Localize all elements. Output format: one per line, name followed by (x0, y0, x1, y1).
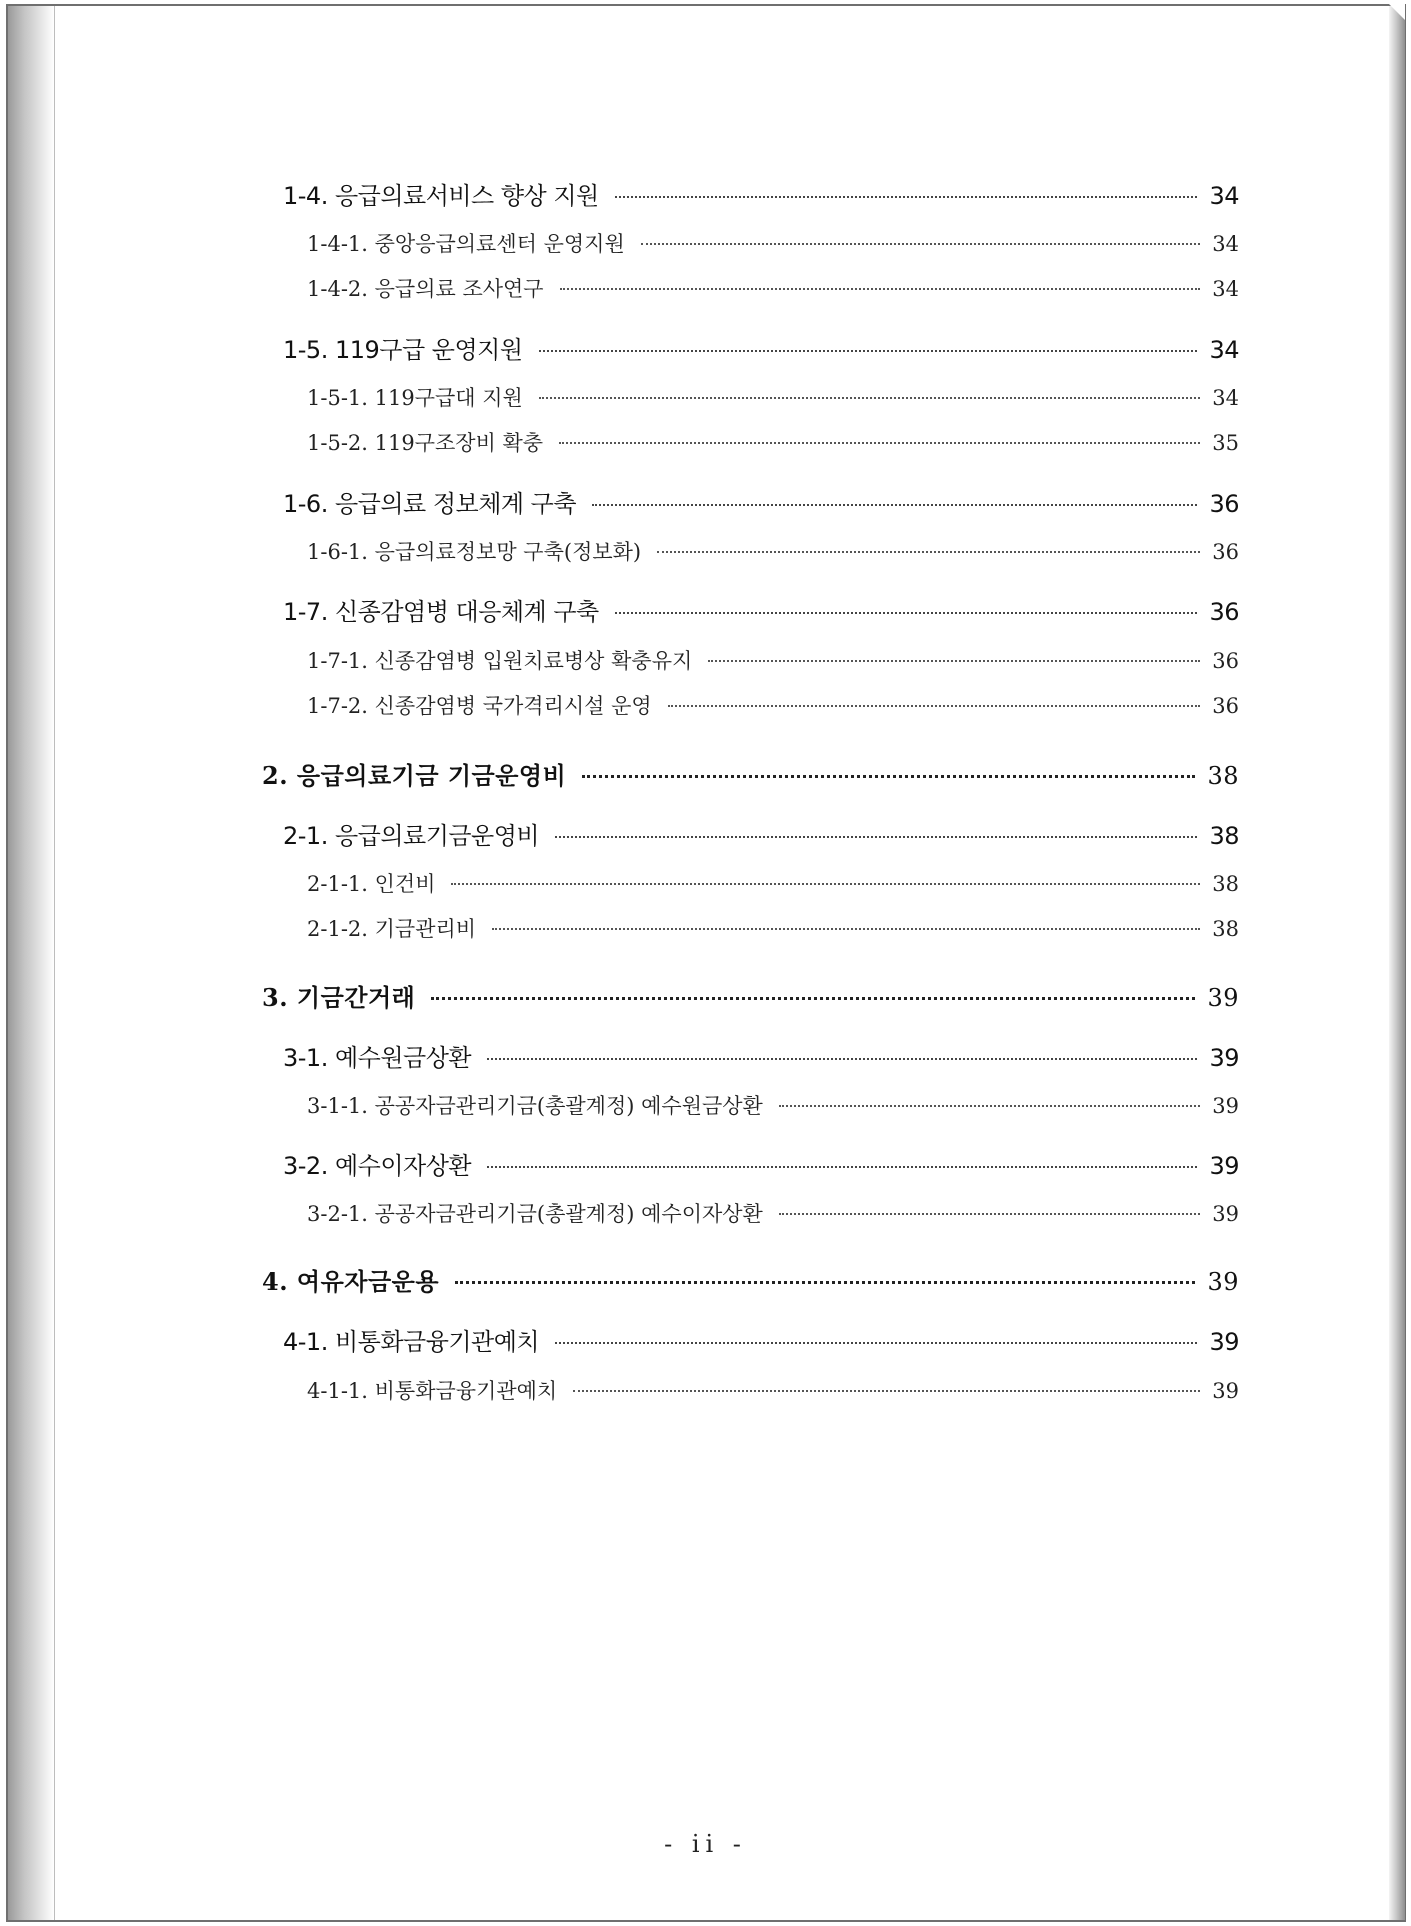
toc-dot-leader (573, 1390, 1200, 1392)
toc-entry[interactable] (307, 273, 1239, 303)
toc-entry-page: 36 (1209, 598, 1239, 626)
toc-entry-title: 4-1-1. 비통화금융기관예치 (307, 1379, 558, 1403)
toc-dot-leader (668, 705, 1201, 707)
toc-entry[interactable] (283, 330, 1239, 365)
toc-entry[interactable] (307, 1198, 1239, 1228)
toc-dot-leader (641, 243, 1201, 245)
toc-entry[interactable] (283, 484, 1239, 519)
toc-entry-page: 36 (1212, 694, 1239, 718)
toc-entry[interactable] (307, 382, 1239, 412)
toc-entry[interactable] (283, 592, 1239, 627)
toc-dot-leader (487, 1058, 1197, 1060)
toc-entry-title: 1-6-1. 응급의료정보망 구축(정보화) (307, 540, 642, 564)
toc-entry-page: 39 (1212, 1094, 1239, 1118)
toc-entry-page: 39 (1209, 1152, 1239, 1180)
toc-entry-page: 35 (1212, 431, 1239, 455)
toc-entry-title: 4-1. 비통화금융기관예치 (283, 1328, 540, 1356)
toc-entry-page: 39 (1209, 1328, 1239, 1356)
toc-entry[interactable] (262, 756, 1239, 791)
toc-entry-title: 2-1-1. 인건비 (307, 872, 436, 896)
toc-entry-page: 38 (1207, 762, 1239, 790)
toc-entry-title: 1-4-1. 중앙응급의료센터 운영지원 (307, 232, 625, 256)
toc-dot-leader (615, 612, 1198, 614)
toc-entry[interactable] (283, 176, 1239, 211)
toc-entry-title: 1-7. 신종감염병 대응체계 구축 (283, 598, 599, 626)
toc-dot-leader (657, 551, 1200, 553)
toc-entry[interactable] (283, 1038, 1239, 1073)
toc-dot-leader (582, 775, 1195, 778)
toc-entry-title: 2-1-2. 기금관리비 (307, 917, 477, 941)
toc-entry-title: 1-5-1. 119구급대 지원 (307, 386, 523, 410)
toc-entry-page: 34 (1209, 182, 1239, 210)
toc-entry-page: 34 (1212, 277, 1239, 301)
toc-entry[interactable] (307, 913, 1239, 943)
toc-entry[interactable] (283, 816, 1239, 851)
toc-entry[interactable] (307, 427, 1239, 457)
toc-entry[interactable] (262, 1262, 1239, 1297)
toc-dot-leader (492, 928, 1200, 930)
toc-entry[interactable] (307, 228, 1239, 258)
toc-entry-page: 34 (1212, 386, 1239, 410)
toc-entry-page: 39 (1207, 1268, 1239, 1296)
toc-entry[interactable] (307, 1375, 1239, 1405)
toc-entry-page: 39 (1212, 1379, 1239, 1403)
page-number: - ii - (664, 1830, 747, 1858)
toc-entry-title: 1-5-2. 119구조장비 확충 (307, 431, 544, 455)
toc-entry-title: 3. 기금간거래 (262, 983, 416, 1012)
toc-entry-page: 36 (1209, 490, 1239, 518)
toc-entry-page: 39 (1207, 984, 1239, 1012)
toc-dot-leader (539, 397, 1200, 399)
toc-entry-page: 39 (1209, 1044, 1239, 1072)
toc-dot-leader (555, 1342, 1197, 1344)
toc-dot-leader (559, 442, 1200, 444)
toc-dot-leader (451, 883, 1200, 885)
toc-entry-title: 4. 여유자금운용 (262, 1267, 440, 1296)
toc-entry-title: 3-2-1. 공공자금관리기금(총괄계정) 예수이자상환 (307, 1202, 763, 1226)
toc-dot-leader (779, 1213, 1200, 1215)
toc-entry-title: 1-6. 응급의료 정보체계 구축 (283, 490, 577, 518)
toc-entry-title: 1-5. 119구급 운영지원 (283, 336, 523, 364)
toc-entry[interactable] (307, 645, 1239, 675)
toc-entry[interactable] (262, 978, 1239, 1013)
toc-dot-leader (539, 350, 1198, 352)
toc-entry-page: 38 (1209, 822, 1239, 850)
toc-dot-leader (779, 1105, 1200, 1107)
toc-dot-leader (487, 1166, 1197, 1168)
toc-dot-leader (708, 660, 1200, 662)
toc-entry-title: 1-7-1. 신종감염병 입원치료병상 확충유지 (307, 649, 693, 673)
toc-entry-page: 38 (1212, 872, 1239, 896)
toc-entry[interactable] (307, 536, 1239, 566)
toc-entry-page: 39 (1212, 1202, 1239, 1226)
toc-entry-page: 36 (1212, 649, 1239, 673)
toc-entry[interactable] (307, 690, 1239, 720)
toc-dot-leader (455, 1281, 1195, 1284)
toc-entry-title: 3-1-1. 공공자금관리기금(총괄계정) 예수원금상환 (307, 1094, 763, 1118)
toc-entry-page: 34 (1212, 232, 1239, 256)
toc-entry[interactable] (283, 1146, 1239, 1181)
toc-entry[interactable] (307, 1090, 1239, 1120)
toc-dot-leader (431, 997, 1195, 1000)
toc-entry-title: 1-7-2. 신종감염병 국가격리시설 운영 (307, 694, 652, 718)
toc-entry-title: 1-4. 응급의료서비스 향상 지원 (283, 182, 599, 210)
toc-entry-title: 3-2. 예수이자상환 (283, 1152, 472, 1180)
toc-entry-page: 34 (1209, 336, 1239, 364)
toc-entry[interactable] (307, 868, 1239, 898)
toc-entry-page: 36 (1212, 540, 1239, 564)
toc-entry-title: 2. 응급의료기금 기금운영비 (262, 761, 567, 790)
toc-entry[interactable] (283, 1322, 1239, 1357)
toc-dot-leader (592, 504, 1197, 506)
toc-entry-title: 2-1. 응급의료기금운영비 (283, 822, 540, 850)
toc-entry-page: 38 (1212, 917, 1239, 941)
toc-entry-title: 1-4-2. 응급의료 조사연구 (307, 277, 544, 301)
toc-dot-leader (615, 196, 1198, 198)
toc-entry-title: 3-1. 예수원금상환 (283, 1044, 472, 1072)
toc-dot-leader (560, 288, 1201, 290)
toc-dot-leader (555, 836, 1197, 838)
